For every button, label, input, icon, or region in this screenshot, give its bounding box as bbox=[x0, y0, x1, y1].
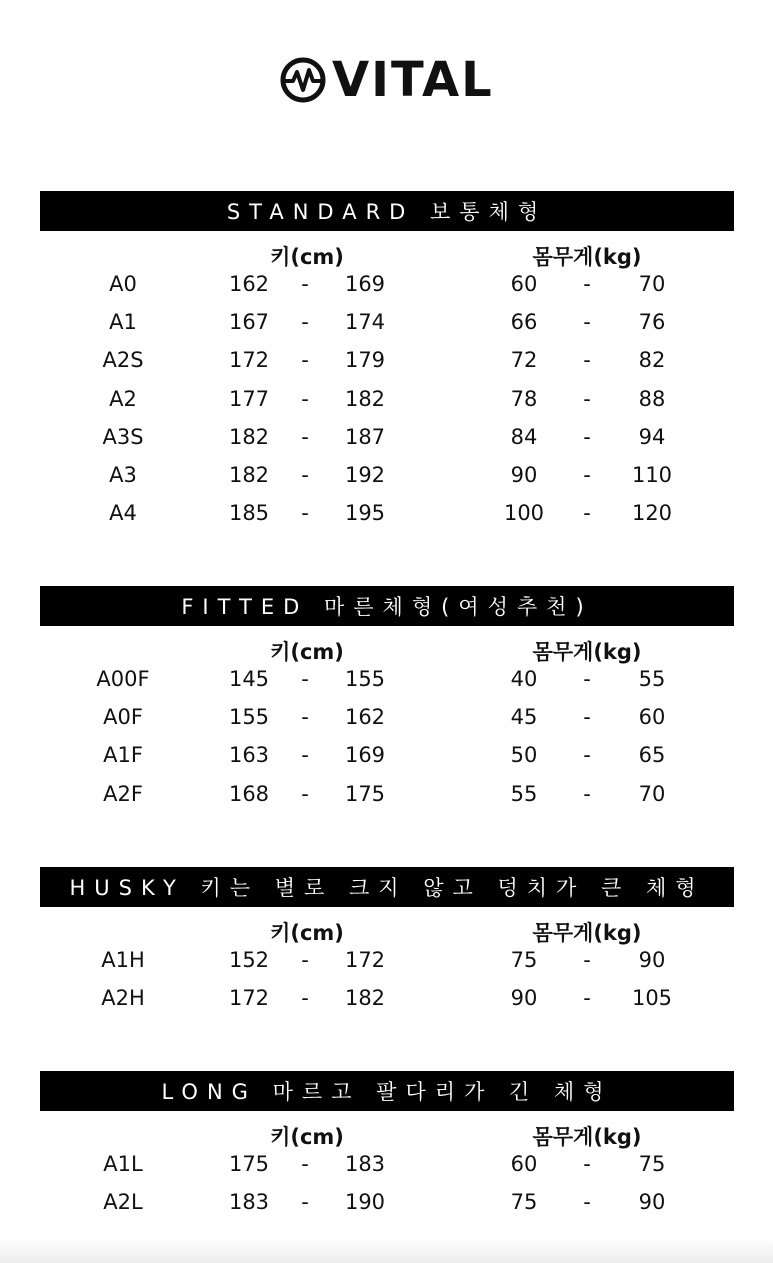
size-label: A3 bbox=[109, 462, 137, 487]
height-min: 182 bbox=[228, 424, 270, 449]
weight-header: 몸무게(kg) bbox=[532, 640, 642, 664]
height-max: 182 bbox=[344, 986, 386, 1011]
size-label: A0F bbox=[103, 705, 143, 730]
column-headers bbox=[40, 231, 734, 271]
height-min: 185 bbox=[228, 501, 270, 526]
weight-separator: - bbox=[583, 948, 591, 972]
size-label: A0 bbox=[109, 272, 137, 296]
height-header: 키(cm) bbox=[270, 245, 344, 269]
section-title: FITTED 마른체형(여성추천) bbox=[40, 586, 734, 626]
weight-separator: - bbox=[583, 348, 591, 373]
size-label: A2 bbox=[109, 386, 137, 411]
weight-separator: - bbox=[583, 462, 591, 487]
weight-max: 110 bbox=[631, 462, 673, 487]
height-max: 172 bbox=[344, 948, 386, 972]
weight-separator: - bbox=[583, 781, 591, 806]
height-separator: - bbox=[301, 272, 309, 296]
height-separator: - bbox=[301, 743, 309, 768]
height-max: 174 bbox=[344, 310, 386, 335]
weight-min: 75 bbox=[510, 948, 538, 972]
height-min: 182 bbox=[228, 462, 270, 487]
weight-separator: - bbox=[583, 986, 591, 1011]
weight-min: 55 bbox=[510, 781, 538, 806]
table-row bbox=[40, 309, 734, 347]
weight-header: 몸무게(kg) bbox=[532, 1125, 642, 1149]
size-label: A1L bbox=[103, 1152, 143, 1176]
weight-max: 90 bbox=[638, 1190, 666, 1215]
section-title: LONG 마르고 팔다리가 긴 체형 bbox=[40, 1071, 734, 1111]
table-row bbox=[40, 424, 734, 462]
weight-min: 60 bbox=[510, 272, 538, 296]
height-max: 179 bbox=[344, 348, 386, 373]
column-headers bbox=[40, 907, 734, 947]
weight-min: 66 bbox=[510, 310, 538, 335]
weight-separator: - bbox=[583, 667, 591, 691]
height-separator: - bbox=[301, 424, 309, 449]
height-header: 키(cm) bbox=[270, 1125, 344, 1149]
size-label: A2L bbox=[103, 1190, 143, 1215]
height-min: 172 bbox=[228, 348, 270, 373]
height-min: 145 bbox=[228, 667, 270, 691]
weight-min: 72 bbox=[510, 348, 538, 373]
weight-max: 75 bbox=[638, 1152, 666, 1176]
weight-separator: - bbox=[583, 1152, 591, 1176]
size-label: A2F bbox=[103, 781, 143, 806]
size-rows bbox=[40, 947, 734, 1023]
height-max: 183 bbox=[344, 1152, 386, 1176]
section-title: STANDARD 보통체형 bbox=[40, 191, 734, 231]
weight-min: 78 bbox=[510, 386, 538, 411]
weight-max: 105 bbox=[631, 986, 673, 1011]
height-separator: - bbox=[301, 310, 309, 335]
table-row bbox=[40, 742, 734, 780]
table-row bbox=[40, 500, 734, 538]
section-husky bbox=[40, 867, 734, 1023]
height-separator: - bbox=[301, 781, 309, 806]
height-min: 175 bbox=[228, 1152, 270, 1176]
table-row bbox=[40, 1189, 734, 1227]
height-max: 169 bbox=[344, 272, 386, 296]
weight-max: 70 bbox=[638, 272, 666, 296]
weight-min: 50 bbox=[510, 743, 538, 768]
table-row bbox=[40, 666, 734, 704]
weight-max: 90 bbox=[638, 948, 666, 972]
size-label: A4 bbox=[109, 501, 137, 526]
height-separator: - bbox=[301, 948, 309, 972]
height-max: 175 bbox=[344, 781, 386, 806]
weight-max: 55 bbox=[638, 667, 666, 691]
height-min: 162 bbox=[228, 272, 270, 296]
height-separator: - bbox=[301, 501, 309, 526]
weight-max: 82 bbox=[638, 348, 666, 373]
weight-separator: - bbox=[583, 386, 591, 411]
height-header: 키(cm) bbox=[270, 640, 344, 664]
weight-separator: - bbox=[583, 424, 591, 449]
height-separator: - bbox=[301, 986, 309, 1011]
weight-min: 90 bbox=[510, 986, 538, 1011]
size-rows bbox=[40, 271, 734, 538]
table-row bbox=[40, 1151, 734, 1189]
weight-min: 100 bbox=[503, 501, 545, 526]
weight-separator: - bbox=[583, 1190, 591, 1215]
height-separator: - bbox=[301, 386, 309, 411]
weight-header: 몸무게(kg) bbox=[532, 921, 642, 945]
height-min: 155 bbox=[228, 705, 270, 730]
weight-min: 45 bbox=[510, 705, 538, 730]
weight-header: 몸무게(kg) bbox=[532, 245, 642, 269]
height-separator: - bbox=[301, 667, 309, 691]
table-row bbox=[40, 781, 734, 819]
size-label: A1F bbox=[103, 743, 143, 768]
table-row bbox=[40, 347, 734, 385]
height-header: 키(cm) bbox=[270, 921, 344, 945]
size-rows bbox=[40, 666, 734, 819]
size-label: A1H bbox=[101, 948, 145, 972]
weight-separator: - bbox=[583, 501, 591, 526]
height-min: 167 bbox=[228, 310, 270, 335]
heartbeat-circle-icon bbox=[280, 57, 326, 103]
height-min: 168 bbox=[228, 781, 270, 806]
height-separator: - bbox=[301, 462, 309, 487]
weight-max: 65 bbox=[638, 743, 666, 768]
weight-separator: - bbox=[583, 310, 591, 335]
table-row bbox=[40, 947, 734, 985]
height-max: 195 bbox=[344, 501, 386, 526]
height-separator: - bbox=[301, 1152, 309, 1176]
size-rows bbox=[40, 1151, 734, 1227]
height-separator: - bbox=[301, 1190, 309, 1215]
brand-name: VITAL bbox=[332, 52, 494, 108]
column-headers bbox=[40, 626, 734, 666]
section-title: HUSKY 키는 별로 크지 않고 덩치가 큰 체형 bbox=[40, 867, 734, 907]
height-separator: - bbox=[301, 348, 309, 373]
table-row bbox=[40, 462, 734, 500]
table-row bbox=[40, 386, 734, 424]
section-long bbox=[40, 1071, 734, 1227]
brand-logo bbox=[280, 52, 495, 108]
height-max: 182 bbox=[344, 386, 386, 411]
height-min: 177 bbox=[228, 386, 270, 411]
weight-separator: - bbox=[583, 272, 591, 296]
weight-separator: - bbox=[583, 705, 591, 730]
weight-min: 75 bbox=[510, 1190, 538, 1215]
weight-min: 40 bbox=[510, 667, 538, 691]
weight-max: 70 bbox=[638, 781, 666, 806]
weight-separator: - bbox=[583, 743, 591, 768]
height-max: 169 bbox=[344, 743, 386, 768]
section-fitted bbox=[40, 586, 734, 819]
size-label: A2H bbox=[101, 986, 145, 1011]
height-max: 190 bbox=[344, 1190, 386, 1215]
weight-max: 94 bbox=[638, 424, 666, 449]
table-row bbox=[40, 704, 734, 742]
size-label: A00F bbox=[96, 667, 150, 691]
bottom-shade bbox=[0, 1238, 773, 1263]
weight-max: 120 bbox=[631, 501, 673, 526]
height-separator: - bbox=[301, 705, 309, 730]
height-max: 192 bbox=[344, 462, 386, 487]
height-min: 152 bbox=[228, 948, 270, 972]
height-max: 162 bbox=[344, 705, 386, 730]
section-standard bbox=[40, 191, 734, 538]
size-label: A2S bbox=[102, 348, 144, 373]
height-min: 183 bbox=[228, 1190, 270, 1215]
weight-max: 60 bbox=[638, 705, 666, 730]
height-min: 163 bbox=[228, 743, 270, 768]
weight-max: 76 bbox=[638, 310, 666, 335]
column-headers bbox=[40, 1111, 734, 1151]
height-min: 172 bbox=[228, 986, 270, 1011]
size-label: A3S bbox=[102, 424, 144, 449]
height-max: 187 bbox=[344, 424, 386, 449]
height-max: 155 bbox=[344, 667, 386, 691]
weight-min: 84 bbox=[510, 424, 538, 449]
weight-min: 90 bbox=[510, 462, 538, 487]
weight-max: 88 bbox=[638, 386, 666, 411]
weight-min: 60 bbox=[510, 1152, 538, 1176]
size-label: A1 bbox=[109, 310, 137, 335]
table-row bbox=[40, 985, 734, 1023]
table-row bbox=[40, 271, 734, 309]
